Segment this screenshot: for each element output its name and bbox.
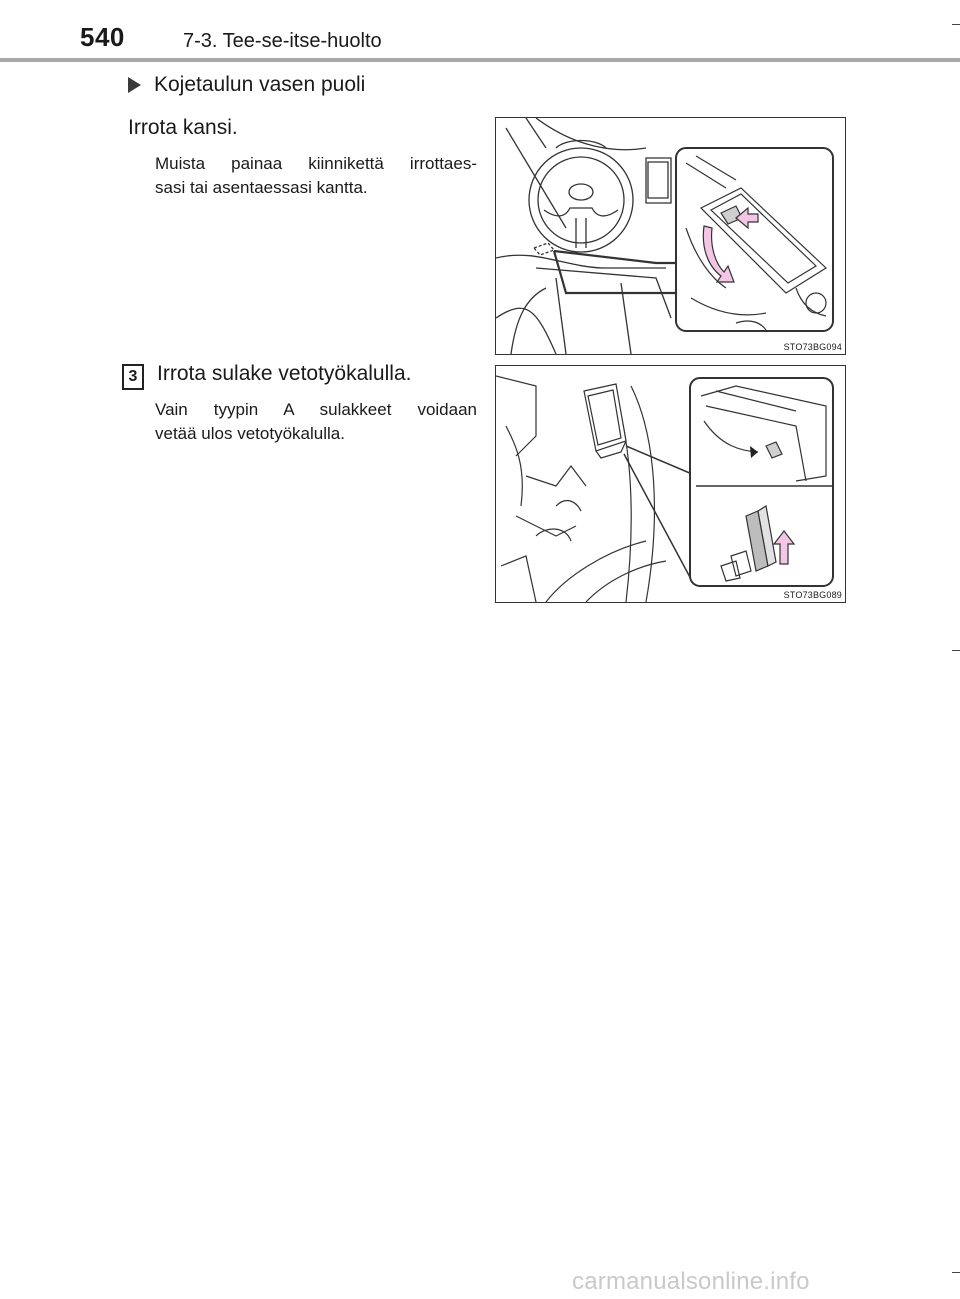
step2-instruction: Irrota kansi. [128, 116, 238, 139]
subsection-heading-text: Kojetaulun vasen puoli [154, 73, 366, 96]
header-rule [0, 58, 960, 62]
figure-remove-cover [495, 117, 846, 355]
step3-instruction: Irrota sulake vetotyökalulla. [157, 362, 412, 385]
section-title: 7-3. Tee-se-itse-huolto [183, 30, 382, 52]
step3-note-line: vetää ulos vetotyökalulla. [155, 424, 345, 443]
step2-note [155, 152, 477, 200]
figure-code: STO73BG089 [783, 590, 842, 600]
dashboard-illustration [496, 118, 845, 354]
step3-note [155, 398, 477, 446]
step2-note-line: Muista painaa kiinnikettä irrottaes- [155, 154, 477, 173]
watermark: carmanualsonline.info [572, 1268, 810, 1295]
fuse-box-illustration [496, 366, 845, 602]
step-number-badge: 3 [122, 364, 144, 390]
crop-mark [952, 24, 960, 25]
subsection-heading [128, 73, 365, 97]
page-number: 540 [80, 22, 125, 52]
figure-fuse-puller [495, 365, 846, 603]
step2-note-line: sasi tai asentaessasi kantta. [155, 178, 368, 197]
triangle-bullet-icon [128, 77, 141, 93]
figure-code: STO73BG094 [783, 342, 842, 352]
step3-note-line: Vain tyypin A sulakkeet voidaan [155, 400, 477, 419]
crop-mark [952, 650, 960, 651]
crop-mark [952, 1272, 960, 1273]
